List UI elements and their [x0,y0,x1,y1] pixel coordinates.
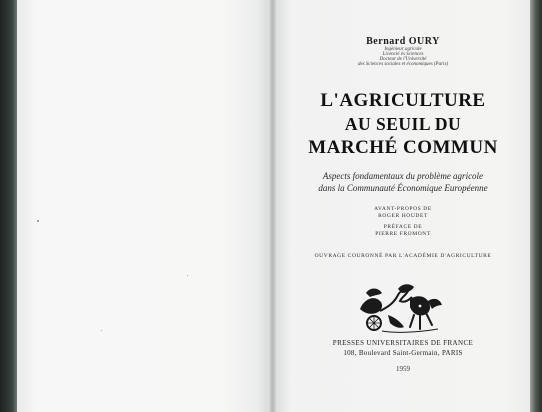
publisher-name: PRESSES UNIVERSITAIRES DE FRANCE [332,339,474,347]
paper-speck [187,275,188,276]
publisher-emblem-icon [354,281,446,337]
book-subtitle-line: dans la Communauté Économique Européenne [318,183,488,193]
preface-author: PIERRE FROMONT [375,231,431,237]
paper-speck [37,220,39,222]
left-blank-page [17,0,272,412]
publisher-address: 108, Boulevard Saint-Germain, PARIS [343,349,463,357]
title-page-content [276,0,530,412]
book-title-line: MARCHÉ COMMUN [308,137,498,158]
left-cover-edge [0,0,18,412]
book-title-line: L'AGRICULTURE [320,90,486,111]
author-name: Bernard OURY [366,36,440,47]
author-credential: Licencié ès Sciences [382,52,424,57]
preface-label: PRÉFACE DE [383,224,423,230]
author-credential: Ingénieur agricole [384,47,422,52]
foreword-label: AVANT-PROPOS DE [374,206,432,212]
book-subtitle-line: Aspects fondamentaux du problème agricole [322,171,484,181]
publication-year: 1959 [396,365,410,373]
book-title-line: AU SEUIL DU [344,114,462,134]
paper-speck [101,330,102,331]
author-credential: des Sciences sociales et économiques (Paris) [357,62,449,67]
award-line: OUVRAGE COURONNÉ PAR L'ACADÉMIE D'AGRICULTURE [314,253,492,259]
foreword-author: ROGER HOUDET [378,213,428,219]
right-cover-edge [530,0,542,412]
author-credential: Docteur de l'Université [379,57,427,62]
